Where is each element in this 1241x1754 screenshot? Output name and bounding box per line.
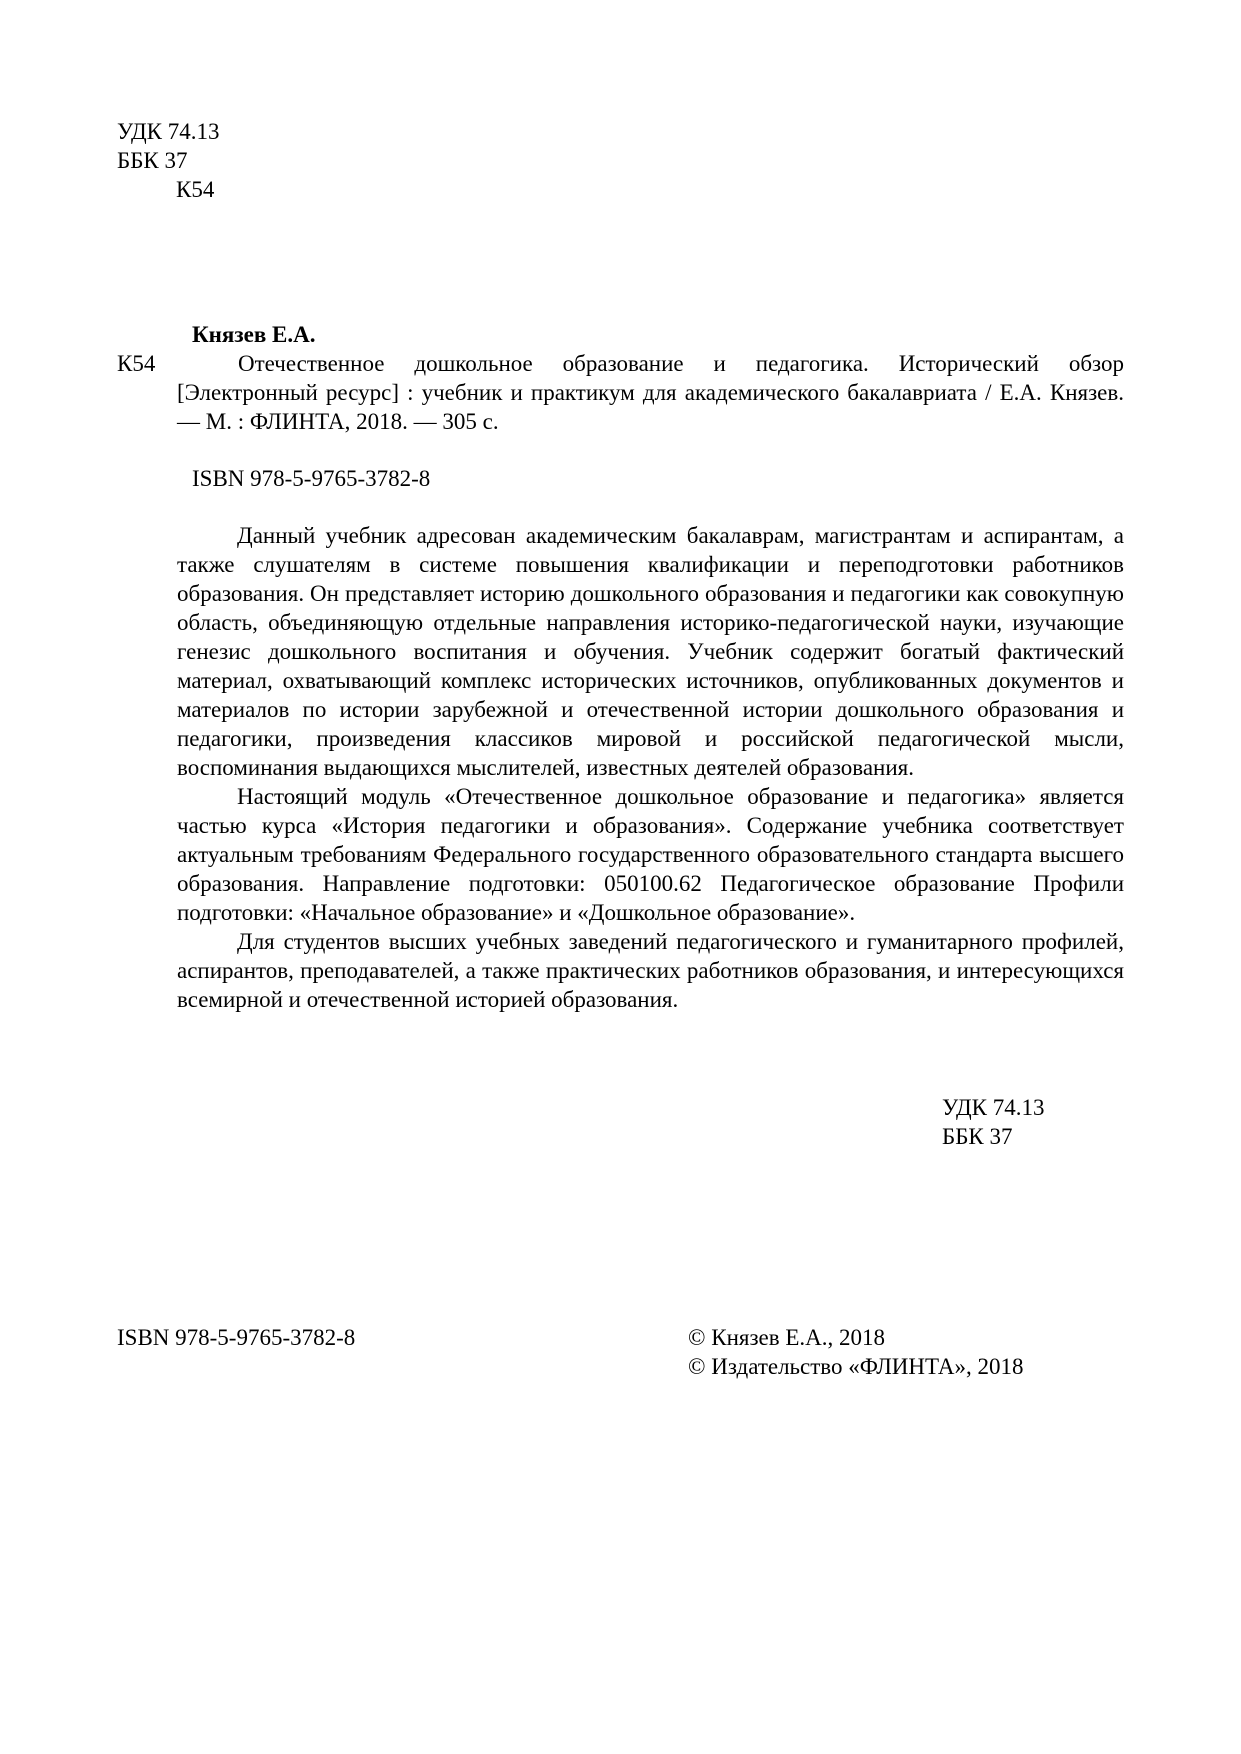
bibliographic-description: Отечественное дошкольное образование и педагогика. Исторический обзор [Электронный ресурс] : учебник и практикум для академического бакалавриата / Е.А. Князев. — М. : ФЛИНТА, 2018. — 305 с. (177, 351, 1124, 434)
udk-bottom: УДК 74.13 (942, 1095, 1045, 1120)
isbn-footer: ISBN 978-5-9765-3782-8 (117, 1325, 356, 1350)
bbk-top: ББК 37 (117, 148, 188, 173)
abstract-paragraph-3: Для студентов высших учебных заведений педагогического и гуманитарного профилей, аспирантов, преподавателей, а также практических работников образования, и интересующихся всемирной и отечественной историей образования. (177, 929, 1124, 1012)
author-heading: Князев Е.А. (192, 322, 316, 347)
copyright-publisher: © Издательство «ФЛИНТА», 2018 (688, 1354, 1024, 1379)
isbn-card: ISBN 978-5-9765-3782-8 (192, 466, 431, 491)
author-mark-top: К54 (176, 177, 215, 202)
bbk-bottom: ББК 37 (942, 1124, 1013, 1149)
abstract (177, 521, 1124, 1014)
abstract-paragraph-1: Данный учебник адресован академическим бакалаврам, магистрантам и аспирантам, а также слушателям в системе повышения квалификации и переподготовки работников образования. Он представляет историю дошкольного образования и педагогики как совокупную область, объединяющую отдельные направления историко-педагогической науки, изучающие генезис дошкольного воспитания и обучения. Учебник содержит богатый фактический материал, охватывающий комплекс исторических источников, опубликованных документов и материалов по истории зарубежной и отечественной истории дошкольного образования и педагогики, произведения классиков мировой и российской педагогической мысли, воспоминания выдающихся мыслителей, известных деятелей образования. (177, 523, 1124, 780)
copyright-author: © Князев Е.А., 2018 (688, 1325, 886, 1350)
catalog-card (177, 349, 1124, 436)
abstract-paragraph-2: Настоящий модуль «Отечественное дошкольное образование и педагогика» является частью курса «История педагогики и образования». Содержание учебника соответствует актуальным требованиям Федерального государственного образовательного стандарта высшего образования. Направление подготовки: 050100.62 Педагогическое образование Профили подготовки: «Начальное образование» и «Дошкольное образование». (177, 784, 1124, 925)
udk-top: УДК 74.13 (117, 119, 220, 144)
author-mark-card: К54 (117, 351, 156, 376)
